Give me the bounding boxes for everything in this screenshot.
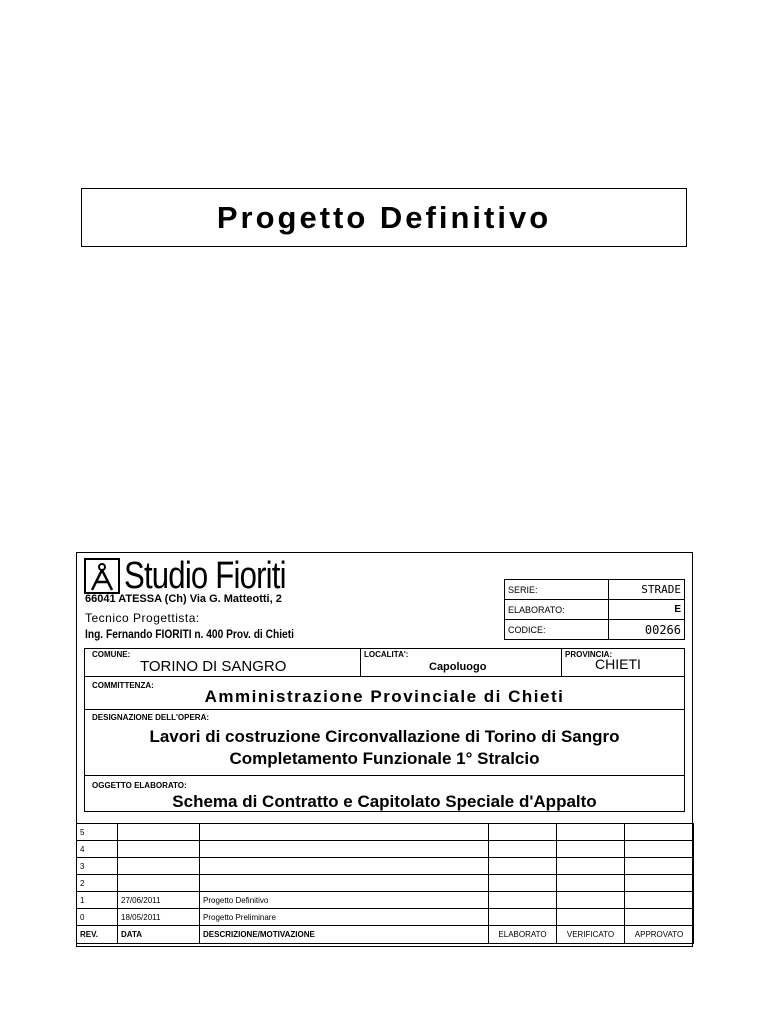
header-approvato: APPROVATO bbox=[625, 926, 694, 944]
provincia-label: PROVINCIA: bbox=[565, 650, 613, 659]
oggetto-label: OGGETTO ELABORATO: bbox=[92, 781, 187, 790]
provincia-value: CHIETI bbox=[595, 656, 641, 672]
revisions-table bbox=[76, 823, 694, 944]
info-value: STRADE bbox=[608, 580, 684, 600]
committenza-box bbox=[84, 676, 685, 710]
designazione-line2: Completamento Funzionale 1° Stralcio bbox=[229, 749, 540, 768]
header-elaborato: ELABORATO bbox=[489, 926, 557, 944]
approvato-cell bbox=[625, 824, 694, 841]
compass-logo-icon bbox=[84, 558, 120, 594]
designazione-label: DESIGNAZIONE DELL'OPERA: bbox=[92, 713, 210, 722]
elaborato-cell bbox=[489, 909, 557, 926]
info-value: E bbox=[608, 600, 684, 620]
rev-cell: 2 bbox=[77, 875, 118, 892]
info-value: 00266 bbox=[608, 620, 684, 640]
rev-cell: 3 bbox=[77, 858, 118, 875]
elaborato-cell bbox=[489, 824, 557, 841]
info-label: ELABORATO: bbox=[505, 600, 609, 620]
descr-cell: Progetto Preliminare bbox=[200, 909, 489, 926]
approvato-cell bbox=[625, 841, 694, 858]
approvato-cell bbox=[625, 875, 694, 892]
info-row-elaborato bbox=[505, 600, 685, 620]
verificato-cell bbox=[557, 841, 625, 858]
info-table bbox=[504, 579, 685, 640]
date-cell bbox=[118, 824, 200, 841]
verificato-cell bbox=[557, 909, 625, 926]
designazione-line1: Lavori di costruzione Circonvallazione di Torino di Sangro bbox=[149, 727, 620, 746]
page-title: Progetto Definitivo bbox=[216, 199, 552, 235]
descr-cell bbox=[200, 875, 489, 892]
committenza-label: COMMITTENZA: bbox=[92, 681, 154, 690]
info-row-serie bbox=[505, 580, 685, 600]
descr-cell: Progetto Definitivo bbox=[200, 892, 489, 909]
descr-cell bbox=[200, 858, 489, 875]
descr-cell bbox=[200, 841, 489, 858]
table-row bbox=[77, 841, 694, 858]
table-row bbox=[77, 875, 694, 892]
tecnico-label: Tecnico Progettista: bbox=[85, 611, 200, 625]
header-verificato: VERIFICATO bbox=[557, 926, 625, 944]
verificato-cell bbox=[557, 824, 625, 841]
date-cell: 27/06/2011 bbox=[118, 892, 200, 909]
studio-name: Studio Fioriti bbox=[124, 555, 286, 597]
rev-cell: 0 bbox=[77, 909, 118, 926]
comune-value: TORINO DI SANGRO bbox=[140, 658, 287, 675]
descr-cell bbox=[200, 824, 489, 841]
approvato-cell bbox=[625, 909, 694, 926]
oggetto-box bbox=[84, 775, 685, 812]
date-cell: 18/05/2011 bbox=[118, 909, 200, 926]
location-row bbox=[84, 648, 685, 677]
table-row bbox=[77, 858, 694, 875]
localita-value: Capoluogo bbox=[429, 661, 487, 673]
table-row bbox=[77, 892, 694, 909]
header-descr: DESCRIZIONE/MOTIVAZIONE bbox=[200, 926, 489, 944]
comune-label: COMUNE: bbox=[92, 650, 131, 659]
table-row bbox=[77, 824, 694, 841]
date-cell bbox=[118, 875, 200, 892]
approvato-cell bbox=[625, 892, 694, 909]
table-row bbox=[77, 909, 694, 926]
info-label: CODICE: bbox=[505, 620, 609, 640]
elaborato-cell bbox=[489, 892, 557, 909]
elaborato-cell bbox=[489, 841, 557, 858]
rev-cell: 5 bbox=[77, 824, 118, 841]
committenza-value: Amministrazione Provinciale di Chieti bbox=[204, 687, 565, 706]
tecnico-name: Ing. Fernando FIORITI n. 400 Prov. di Chieti bbox=[85, 627, 294, 641]
verificato-cell bbox=[557, 858, 625, 875]
header-data: DATA bbox=[118, 926, 200, 944]
oggetto-value: Schema di Contratto e Capitolato Speciale d'Appalto bbox=[172, 792, 597, 811]
date-cell bbox=[118, 841, 200, 858]
header-rev: REV. bbox=[77, 926, 118, 944]
title-box bbox=[81, 188, 687, 247]
studio-logo bbox=[84, 556, 321, 596]
info-row-codice bbox=[505, 620, 685, 640]
date-cell bbox=[118, 858, 200, 875]
localita-label: LOCALITA': bbox=[364, 650, 409, 659]
info-label: SERIE: bbox=[505, 580, 609, 600]
elaborato-cell bbox=[489, 858, 557, 875]
studio-address: 66041 ATESSA (Ch) Via G. Matteotti, 2 bbox=[85, 593, 282, 605]
table-header-row bbox=[77, 926, 694, 944]
rev-cell: 1 bbox=[77, 892, 118, 909]
rev-cell: 4 bbox=[77, 841, 118, 858]
designazione-box bbox=[84, 709, 685, 776]
approvato-cell bbox=[625, 858, 694, 875]
verificato-cell bbox=[557, 892, 625, 909]
elaborato-cell bbox=[489, 875, 557, 892]
verificato-cell bbox=[557, 875, 625, 892]
